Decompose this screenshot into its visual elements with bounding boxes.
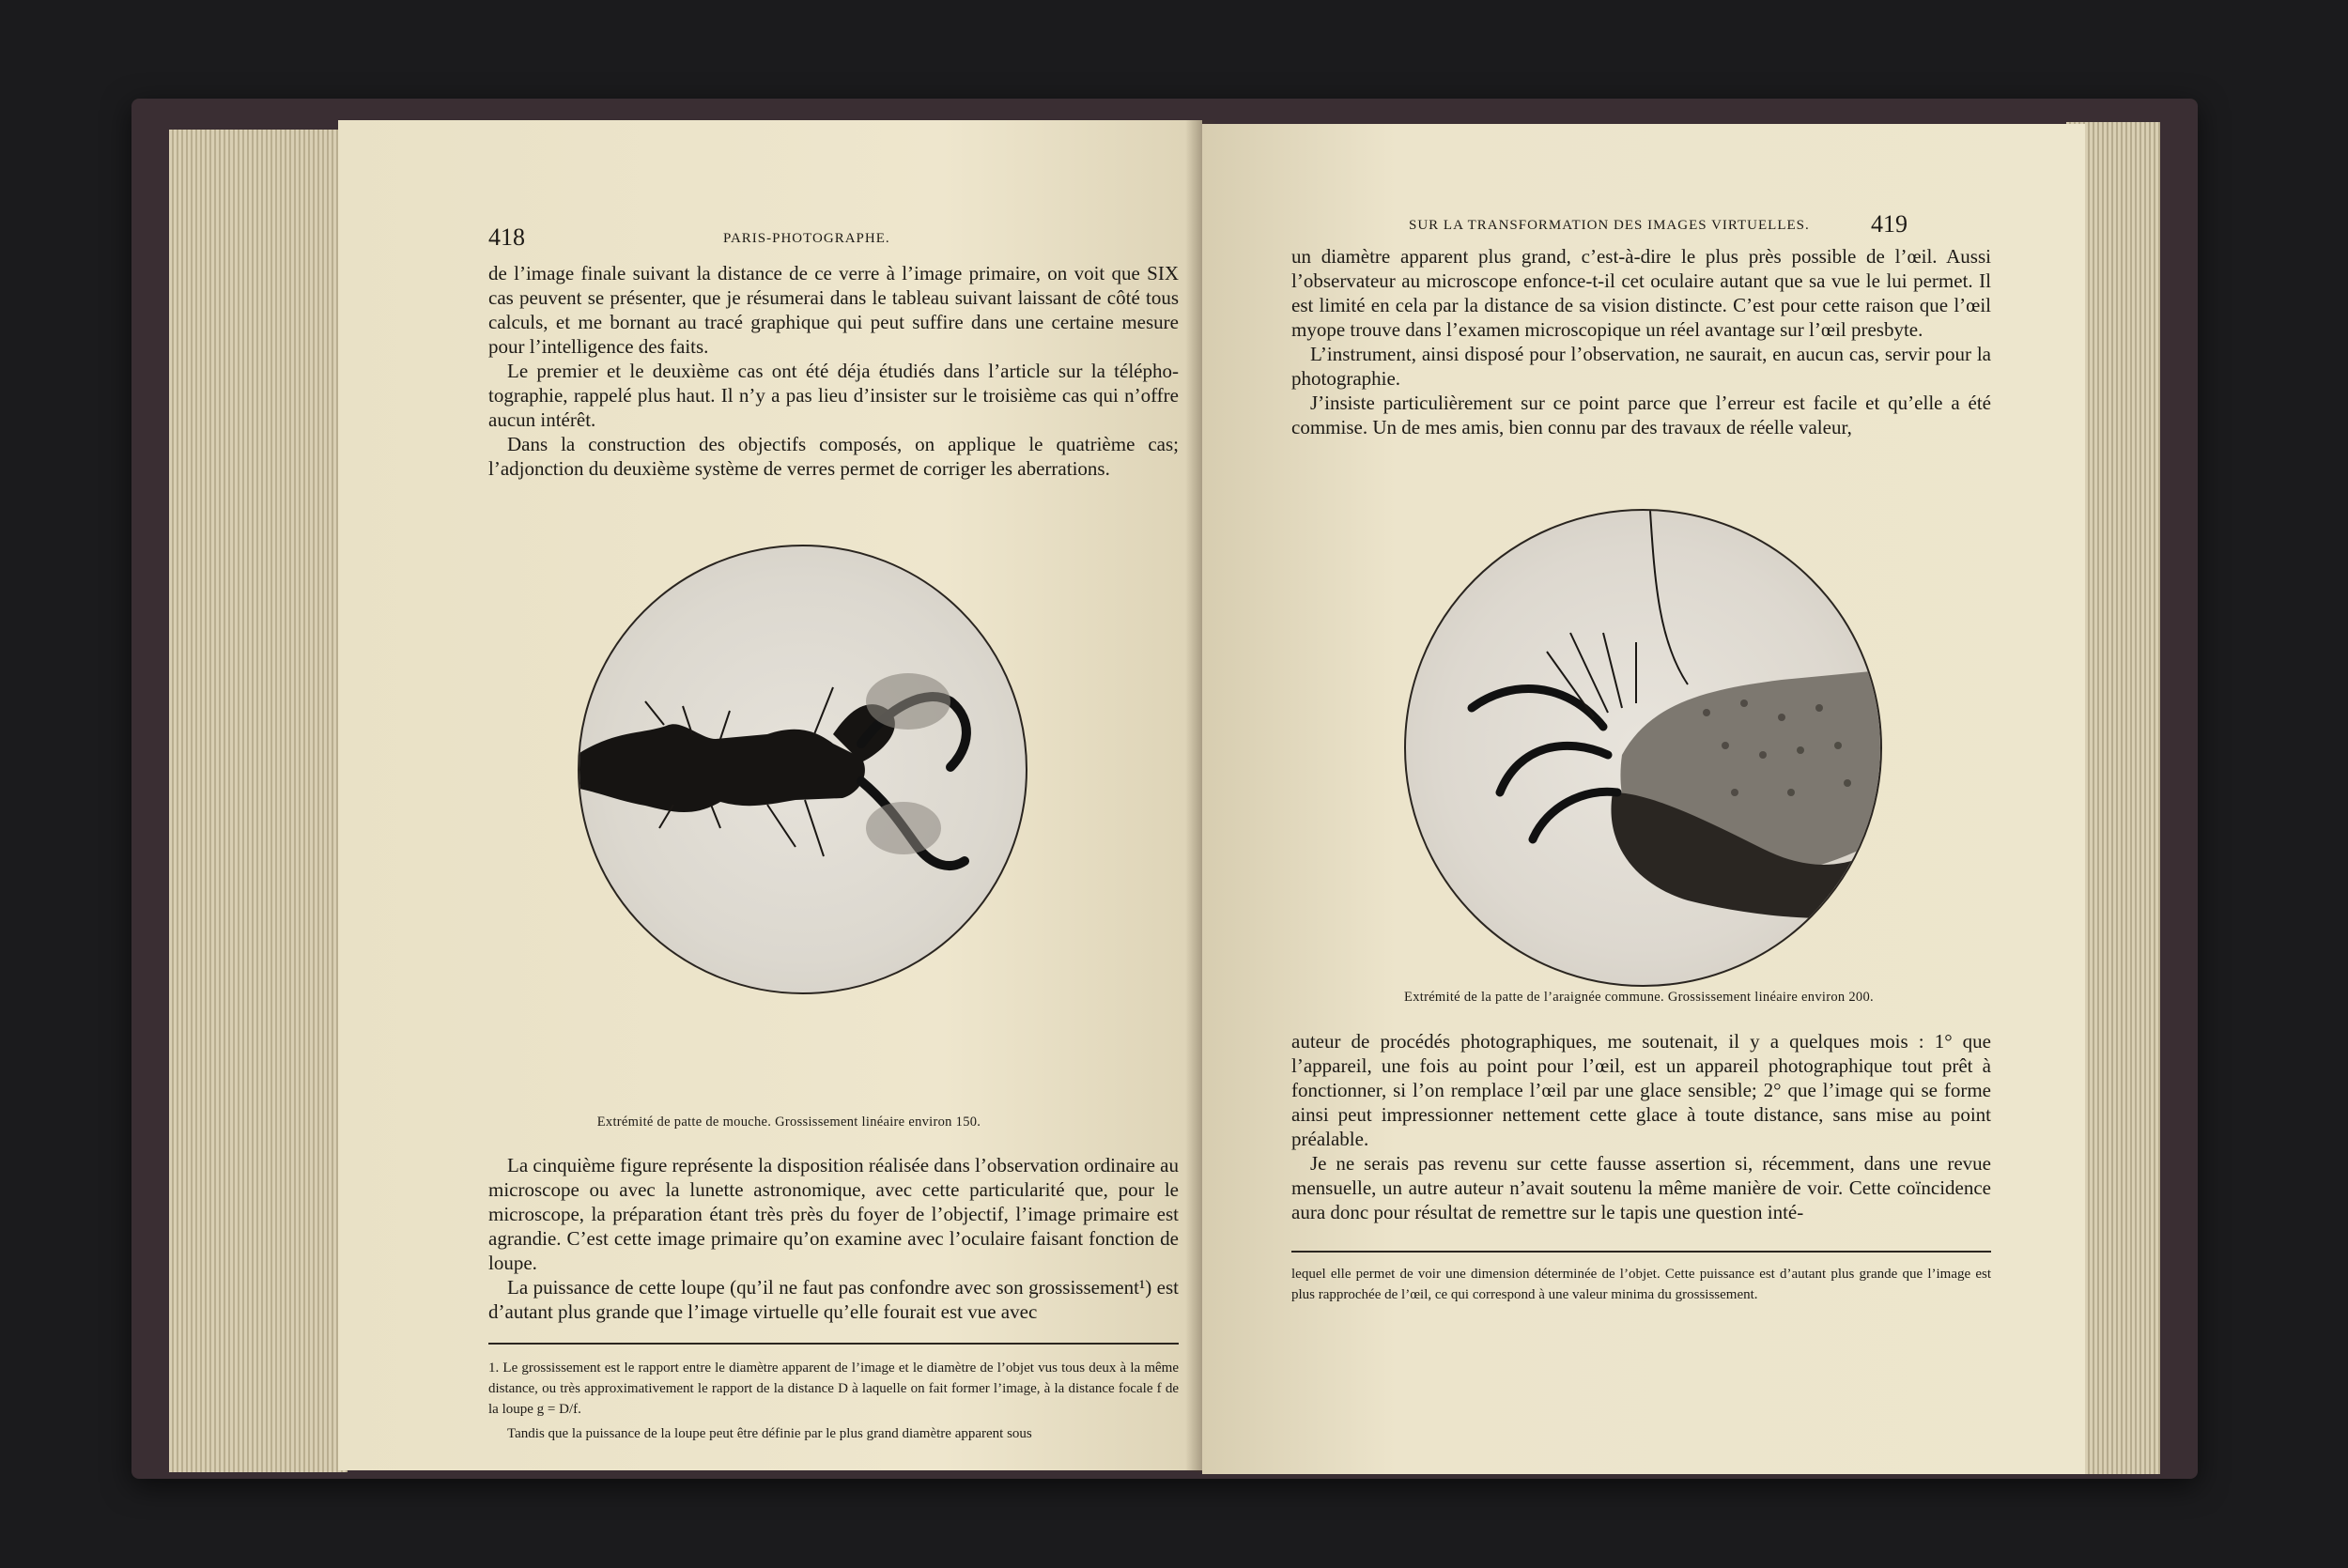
- footnotes: [1291, 1264, 1991, 1305]
- body-text-bottom: [1291, 1029, 1991, 1224]
- footnote: lequel elle permet de voir une dimension déterminée de l’objet. Cette puissance est d’autant plus grande que l’image est plus rapprochée de l’œil, ce qui correspond à une valeur minima du grossissement.: [1291, 1267, 1991, 1302]
- paragraph: de l’image finale suivant la distance de ce verre à l’image primaire, on voit que SIX cas peuvent se présenter, que je résumerai dans le tableau suivant laissant de côté tous calculs, et me bornant au tracé graphique qui peut suffire dans une certaine mesure pour l’intelligence des faits.: [488, 262, 1179, 358]
- paragraph: Dans la construction des objectifs composés, on applique le quatrième cas; l’adjonction du deuxième système de verres permet de corriger les aberrations.: [488, 433, 1179, 480]
- paragraph: auteur de procédés photographiques, me soutenait, il y a quelques mois : 1° que l’appareil, une fois au point pour l’œil, est un appareil photographique tout prêt à fonctionner, si l’on remplace l’œil par une glace sensible; 2° que l’image qui se forme ainsi peut impressionner nettement cette glace à toute distance, sans mise au point préalable.: [1291, 1030, 1991, 1150]
- paragraph: La cinquième figure représente la disposition réalisée dans l’observation ordinaire au microscope ou avec la lunette astronomique, avec cette particularité que, pour le microscope, la préparation étant très près du foyer de l’objectif, l’image primaire est agrandie. C’est cette image primaire qu’on examine avec l’oculaire faisant fonction de loupe.: [488, 1154, 1179, 1274]
- paragraph: un diamètre apparent plus grand, c’est-à-dire le plus près possible de l’œil. Aussi l’observateur au microscope enfonce-t-il cet oculaire autant que sa vue le lui permet. Il est limité en cela par la distance de sa vision distincte. C’est pour cette raison que l’œil myope trouve dans l’examen microscopique un réel avantage sur l’œil presbyte.: [1291, 245, 1991, 341]
- footnote: Tandis que la puissance de la loupe peut être définie par le plus grand diamètre apparent sous: [507, 1426, 1032, 1441]
- paragraph: La puissance de cette loupe (qu’il ne faut pas confondre avec son grossissement¹) est d’autant plus grande que l’image virtuelle qu’elle fourait est vue avec: [488, 1276, 1179, 1323]
- body-text-top: [1291, 244, 1991, 439]
- page-number: 419: [1871, 210, 1908, 238]
- footnote: 1. Le grossissement est le rapport entre le diamètre apparent de l’image et le diamètre de l’objet vus tous deux à la même distance, ou très approximativement le rapport de la distance D à laquelle on fait former l’image, à la distance focale f de la loupe g = D/f.: [488, 1360, 1179, 1417]
- running-head: PARIS-PHOTOGRAPHE.: [723, 231, 890, 246]
- paragraph: Le premier et le deuxième cas ont été déja étudiés dans l’article sur la téléphotographie, rappelé plus haut. Il n’y a pas lieu d’insister sur le troisième cas qui n’offre aucun intérêt.: [488, 360, 1179, 431]
- footnote-rule: [1291, 1251, 1991, 1253]
- paragraph: J’insiste particulièrement sur ce point parce que l’erreur est facile et qu’elle a été commise. Un de mes amis, bien connu par des travaux de réelle valeur,: [1291, 392, 1991, 438]
- spider-leg-illustration: [1406, 511, 1880, 985]
- fly-leg-micrograph: [578, 545, 1027, 994]
- paragraph: Je ne serais pas revenu sur cette fausse assertion si, récemment, dans une revue mensuelle, un autre auteur n’avait soutenu la même manière de voir. Cette coïncidence aura donc pour résultat de remettre sur le tapis une question inté-: [1291, 1152, 1991, 1223]
- spider-leg-micrograph: [1404, 509, 1882, 987]
- right-page: [1202, 124, 2085, 1474]
- figure-caption: Extrémité de patte de mouche. Grossissement linéaire environ 150.: [596, 1115, 981, 1130]
- left-page: [338, 120, 1202, 1470]
- page-edges-left: [169, 130, 348, 1472]
- footnotes: [488, 1358, 1179, 1444]
- running-head: SUR LA TRANSFORMATION DES IMAGES VIRTUELLES.: [1409, 218, 1810, 233]
- page-number: 418: [488, 223, 525, 251]
- body-text-top: [488, 261, 1179, 481]
- paragraph: L’instrument, ainsi disposé pour l’observation, ne saurait, en aucun cas, servir pour la photographie.: [1291, 343, 1991, 390]
- fly-leg-illustration: [579, 546, 1026, 992]
- footnote-rule: [488, 1343, 1179, 1345]
- figure-caption: Extrémité de la patte de l’araignée commune. Grossissement linéaire environ 200.: [1404, 990, 1874, 1005]
- body-text-bottom: [488, 1153, 1179, 1324]
